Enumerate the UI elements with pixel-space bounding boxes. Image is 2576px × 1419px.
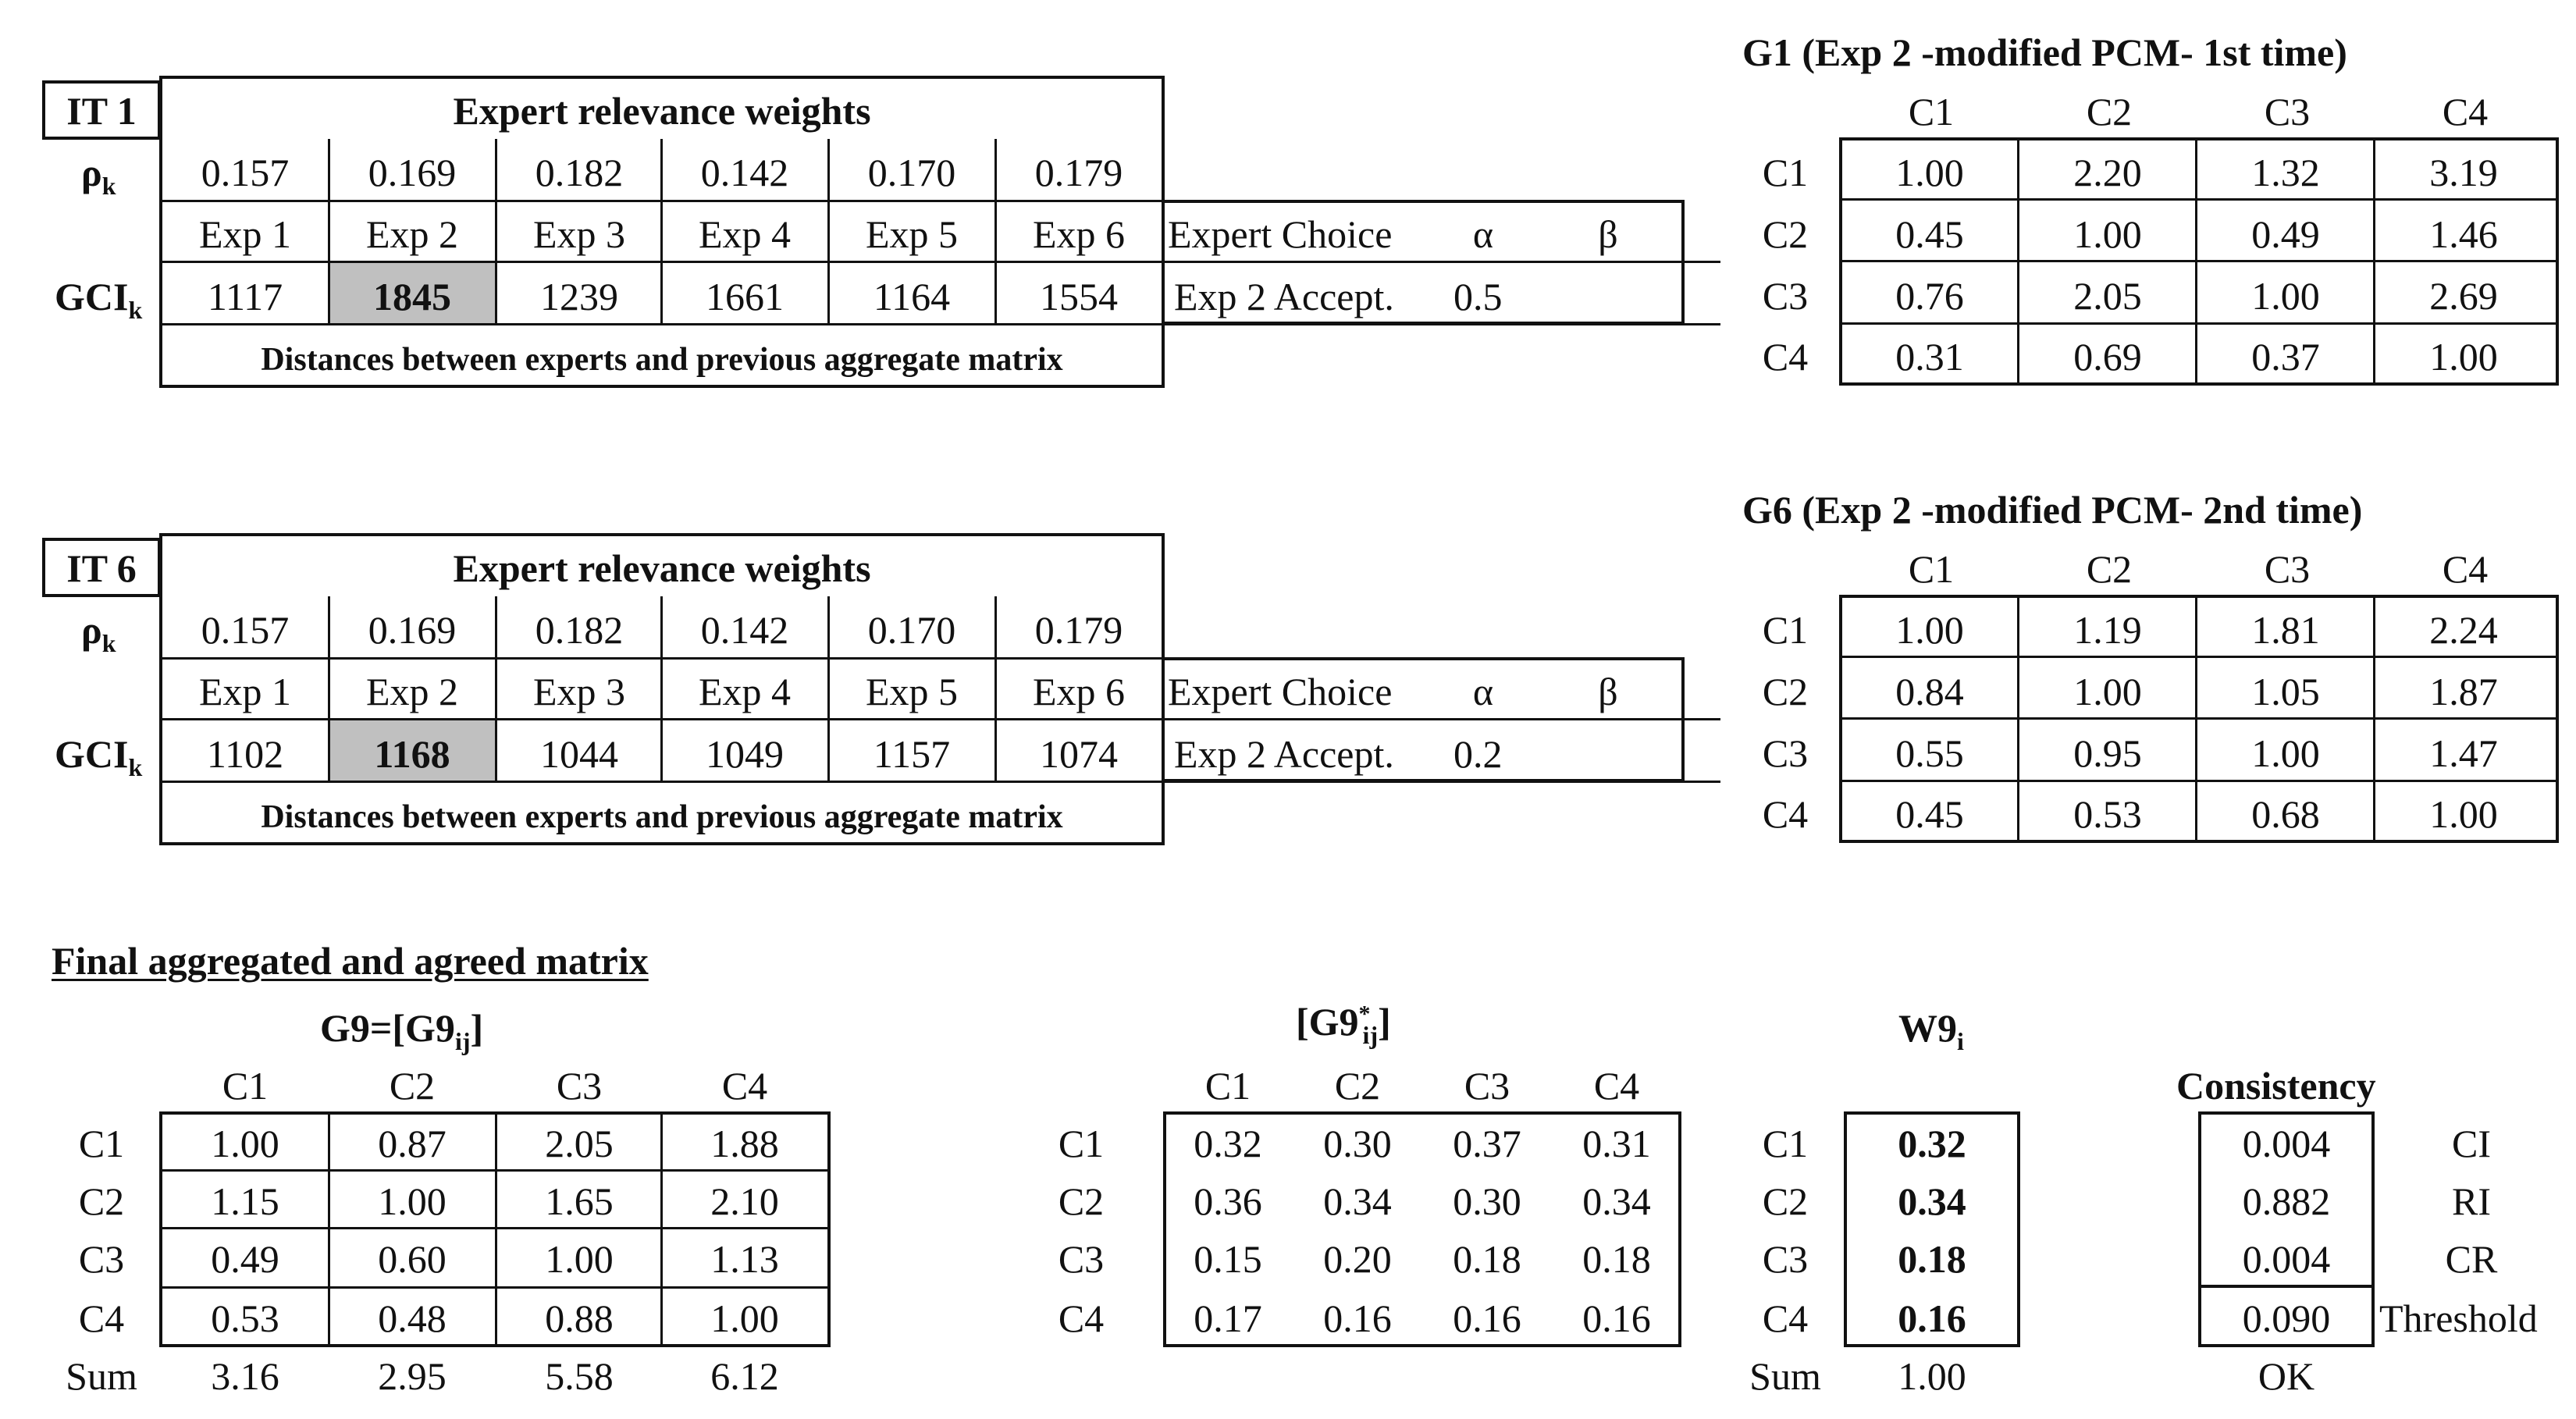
g9n-cell: 0.15	[1194, 1237, 1262, 1281]
it6-beta-label: β	[1598, 670, 1618, 713]
g9n-cell: 0.20	[1323, 1237, 1392, 1281]
divider	[2017, 595, 2019, 843]
divider	[1839, 322, 2559, 325]
consistency-result: OK	[2258, 1354, 2315, 1398]
w9-row-header: C2	[1762, 1179, 1809, 1223]
it6-gci-value: 1044	[540, 732, 618, 776]
g6-col-header: C1	[1908, 547, 1955, 591]
g9n-cell: 0.36	[1194, 1179, 1262, 1223]
g9n-cell: 0.18	[1582, 1237, 1651, 1281]
g1-cell: 2.05	[2073, 274, 2142, 318]
g9-sum: 2.95	[378, 1354, 447, 1398]
g9n-cell: 0.37	[1453, 1122, 1521, 1165]
g9n-cell: 0.17	[1194, 1296, 1262, 1340]
g1-col-header: C3	[2264, 90, 2311, 133]
it1-footer: Distances between experts and previous aggregate matrix	[261, 342, 1063, 378]
g1-title: G1 (Exp 2 -modified PCM- 1st time)	[1742, 30, 2347, 74]
it1-alpha-label: α	[1472, 212, 1494, 256]
g9-row-header: C3	[78, 1237, 125, 1281]
consistency-title: Consistency	[2176, 1064, 2376, 1108]
g6-cell: 0.55	[1895, 731, 1964, 775]
divider	[1839, 780, 2559, 782]
divider	[2373, 137, 2375, 386]
g6-cell: 0.95	[2073, 731, 2142, 775]
g9-cell: 0.53	[211, 1296, 279, 1340]
it6-accept-label: Exp 2 Accept.	[1174, 732, 1394, 776]
it6-gci-label: $GCI_k$	[55, 732, 143, 781]
g9-cell: 1.65	[545, 1179, 614, 1223]
g9-sum: 3.16	[211, 1354, 279, 1398]
g9-cell: 1.15	[211, 1179, 279, 1223]
g9-cell: 1.00	[710, 1296, 779, 1340]
it1-choice-label: Expert Choice	[1168, 212, 1393, 256]
cr-label: CR	[2445, 1237, 2498, 1281]
it6-choice-label: Expert Choice	[1168, 670, 1393, 713]
it1-rho-value: 0.182	[535, 151, 624, 194]
g6-cell: 1.47	[2429, 731, 2498, 775]
g6-cell: 1.00	[2251, 731, 2320, 775]
g6-cell: 1.00	[1895, 608, 1964, 652]
it1-label: IT 1	[66, 89, 137, 133]
it1-gci-value-selected: 1845	[373, 275, 451, 318]
it1-gci-value: 1164	[873, 275, 951, 318]
w9-value: 0.34	[1898, 1179, 1966, 1223]
g9-cell: 0.88	[545, 1296, 614, 1340]
it1-accept-label: Exp 2 Accept.	[1174, 275, 1394, 318]
g1-cell: 0.69	[2073, 335, 2142, 379]
g9-cell: 1.00	[545, 1237, 614, 1281]
it6-rho-value: 0.142	[700, 608, 789, 652]
g6-row-header: C4	[1762, 792, 1809, 836]
g9-col-header: C2	[389, 1064, 436, 1108]
w9-row-header: C1	[1762, 1122, 1809, 1165]
g6-cell: 1.00	[2073, 670, 2142, 713]
g9-sum: 5.58	[545, 1354, 614, 1398]
it1-rho-value: 0.170	[867, 151, 956, 194]
g1-cell: 0.37	[2251, 335, 2320, 379]
g1-cell: 2.20	[2073, 151, 2142, 194]
g6-row-header: C1	[1762, 608, 1809, 652]
g9-col-header: C1	[222, 1064, 269, 1108]
g1-cell: 1.00	[1895, 151, 1964, 194]
g1-row-header: C1	[1762, 151, 1809, 194]
ri-label: RI	[2452, 1179, 2491, 1223]
g6-cell: 0.53	[2073, 792, 2142, 836]
g9-sum: 6.12	[710, 1354, 779, 1398]
ci-value: 0.004	[2242, 1122, 2331, 1165]
it1-expert-label: Exp 3	[532, 212, 626, 256]
g1-cell: 0.45	[1895, 212, 1964, 256]
g1-cell: 0.76	[1895, 274, 1964, 318]
g1-cell: 0.31	[1895, 335, 1964, 379]
it6-rho-value: 0.182	[535, 608, 624, 652]
it1-expert-label: Exp 1	[198, 212, 292, 256]
it1-gci-value: 1661	[706, 275, 784, 318]
g9n-col-header: C4	[1593, 1064, 1640, 1108]
it1-gci-label: $GCI_k$	[55, 275, 143, 324]
it6-expert-label: Exp 1	[198, 670, 292, 713]
g9-row-header: C2	[78, 1179, 125, 1223]
w9-row-header: C4	[1762, 1296, 1809, 1340]
g1-cell: 1.00	[2073, 212, 2142, 256]
it6-expert-label: Exp 4	[698, 670, 792, 713]
it6-rho-label: $\rho_k$	[81, 608, 116, 657]
it6-rho-value: 0.170	[867, 608, 956, 652]
it6-expert-label: Exp 3	[532, 670, 626, 713]
w9-value: 0.32	[1898, 1122, 1966, 1165]
w9-value: 0.18	[1898, 1237, 1966, 1281]
it6-gci-value: 1074	[1040, 732, 1118, 776]
g9n-cell: 0.16	[1453, 1296, 1521, 1340]
divider	[1839, 717, 2559, 720]
it1-alpha-value: 0.5	[1453, 275, 1503, 318]
it1-gci-value: 1554	[1040, 275, 1118, 318]
g1-col-header: C1	[1908, 90, 1955, 133]
divider	[1839, 656, 2559, 658]
it1-expert-label: Exp 5	[865, 212, 959, 256]
g9-cell: 0.49	[211, 1237, 279, 1281]
g1-cell: 1.46	[2429, 212, 2498, 256]
threshold-value: 0.090	[2242, 1296, 2331, 1340]
it6-rho-value: 0.179	[1034, 608, 1123, 652]
threshold-label: Threshold	[2379, 1296, 2538, 1340]
g9-cell: 2.10	[710, 1179, 779, 1223]
it1-beta-label: β	[1598, 212, 1618, 256]
g1-cell: 1.00	[2429, 335, 2498, 379]
g6-col-header: C2	[2086, 547, 2133, 591]
g9n-cell: 0.34	[1582, 1179, 1651, 1223]
g9n-col-header: C1	[1204, 1064, 1251, 1108]
it6-gci-value: 1102	[206, 732, 284, 776]
cr-value: 0.004	[2242, 1237, 2331, 1281]
it6-alpha-value: 0.2	[1453, 732, 1503, 776]
w9-sum: 1.00	[1898, 1354, 1966, 1398]
g9-cell: 0.60	[378, 1237, 447, 1281]
it1-rho-value: 0.142	[700, 151, 789, 194]
g9n-cell: 0.30	[1323, 1122, 1392, 1165]
g6-cell: 2.24	[2429, 608, 2498, 652]
g9n-row-header: C2	[1058, 1179, 1105, 1223]
g9n-cell: 0.18	[1453, 1237, 1521, 1281]
it6-expert-label: Exp 6	[1032, 670, 1126, 713]
g9n-cell: 0.31	[1582, 1122, 1651, 1165]
g6-row-header: C3	[1762, 731, 1809, 775]
g1-cell: 2.69	[2429, 274, 2498, 318]
g6-col-header: C4	[2442, 547, 2489, 591]
g6-cell: 1.00	[2429, 792, 2498, 836]
g9-row-header: C4	[78, 1296, 125, 1340]
g1-row-header: C2	[1762, 212, 1809, 256]
g9n-cell: 0.32	[1194, 1122, 1262, 1165]
g1-cell: 3.19	[2429, 151, 2498, 194]
g9-cell: 2.05	[545, 1122, 614, 1165]
g1-cell: 1.00	[2251, 274, 2320, 318]
it1-rho-value: 0.169	[368, 151, 457, 194]
g6-cell: 1.81	[2251, 608, 2320, 652]
final-title: Final aggregated and agreed matrix	[52, 939, 649, 983]
g9n-title: $[G9^*_{ij}]$	[1296, 1000, 1391, 1049]
ci-label: CI	[2452, 1122, 2491, 1165]
g9-col-header: C4	[721, 1064, 768, 1108]
it1-expert-label: Exp 4	[698, 212, 792, 256]
divider	[1839, 198, 2559, 201]
g1-cell: 0.49	[2251, 212, 2320, 256]
divider	[2195, 137, 2197, 386]
g1-col-header: C4	[2442, 90, 2489, 133]
ri-value: 0.882	[2242, 1179, 2331, 1223]
g9n-row-header: C3	[1058, 1237, 1105, 1281]
w9-row-header: C3	[1762, 1237, 1809, 1281]
divider	[2017, 137, 2019, 386]
it6-rho-value: 0.157	[201, 608, 290, 652]
g6-title: G6 (Exp 2 -modified PCM- 2nd time)	[1742, 488, 2363, 532]
g6-row-header: C2	[1762, 670, 1809, 713]
g9-col-header: C3	[556, 1064, 603, 1108]
it6-alpha-label: α	[1472, 670, 1494, 713]
g6-cell: 1.05	[2251, 670, 2320, 713]
g1-row-header: C3	[1762, 274, 1809, 318]
it1-expert-label: Exp 6	[1032, 212, 1126, 256]
g9n-row-header: C1	[1058, 1122, 1105, 1165]
g9n-cell: 0.16	[1323, 1296, 1392, 1340]
it1-expert-label: Exp 2	[365, 212, 459, 256]
g9-row-header: C1	[78, 1122, 125, 1165]
g6-cell: 0.84	[1895, 670, 1964, 713]
g9-cell: 1.00	[378, 1179, 447, 1223]
it6-gci-value-selected: 1168	[374, 732, 450, 776]
w9-title: $W9_i$	[1898, 1006, 1964, 1055]
g1-cell: 1.32	[2251, 151, 2320, 194]
g9-sum-label: Sum	[66, 1354, 137, 1398]
divider	[1839, 260, 2559, 262]
g9-title: $G9=[G9_{ij}]$	[320, 1006, 484, 1055]
g1-col-header: C2	[2086, 90, 2133, 133]
it1-rho-value: 0.179	[1034, 151, 1123, 194]
g9-cell: 1.13	[710, 1237, 779, 1281]
divider	[2195, 595, 2197, 843]
it6-label: IT 6	[66, 546, 137, 590]
it6-footer: Distances between experts and previous aggregate matrix	[261, 799, 1063, 835]
it6-expert-label: Exp 5	[865, 670, 959, 713]
g6-cell: 1.19	[2073, 608, 2142, 652]
it1-header: Expert relevance weights	[453, 89, 871, 133]
g6-cell: 0.45	[1895, 792, 1964, 836]
w9-value: 0.16	[1898, 1296, 1966, 1340]
it6-rho-value: 0.169	[368, 608, 457, 652]
g9n-col-header: C2	[1334, 1064, 1381, 1108]
g6-cell: 1.87	[2429, 670, 2498, 713]
it1-gci-value: 1117	[207, 275, 283, 318]
g1-row-header: C4	[1762, 335, 1809, 379]
w9-sum-label: Sum	[1749, 1354, 1821, 1398]
g9n-row-header: C4	[1058, 1296, 1105, 1340]
g9-cell: 1.88	[710, 1122, 779, 1165]
it1-rho-value: 0.157	[201, 151, 290, 194]
g6-col-header: C3	[2264, 547, 2311, 591]
divider	[2373, 595, 2375, 843]
it6-header: Expert relevance weights	[453, 546, 871, 590]
g6-cell: 0.68	[2251, 792, 2320, 836]
g9-cell: 1.00	[211, 1122, 279, 1165]
it6-gci-value: 1157	[873, 732, 951, 776]
g9n-cell: 0.16	[1582, 1296, 1651, 1340]
it6-gci-value: 1049	[706, 732, 784, 776]
g9n-cell: 0.30	[1453, 1179, 1521, 1223]
g9-cell: 0.48	[378, 1296, 447, 1340]
g9n-cell: 0.34	[1323, 1179, 1392, 1223]
it1-rho-label: $\rho_k$	[81, 151, 116, 200]
it1-gci-value: 1239	[540, 275, 618, 318]
g9-cell: 0.87	[378, 1122, 447, 1165]
g9n-col-header: C3	[1464, 1064, 1510, 1108]
it6-expert-label: Exp 2	[365, 670, 459, 713]
